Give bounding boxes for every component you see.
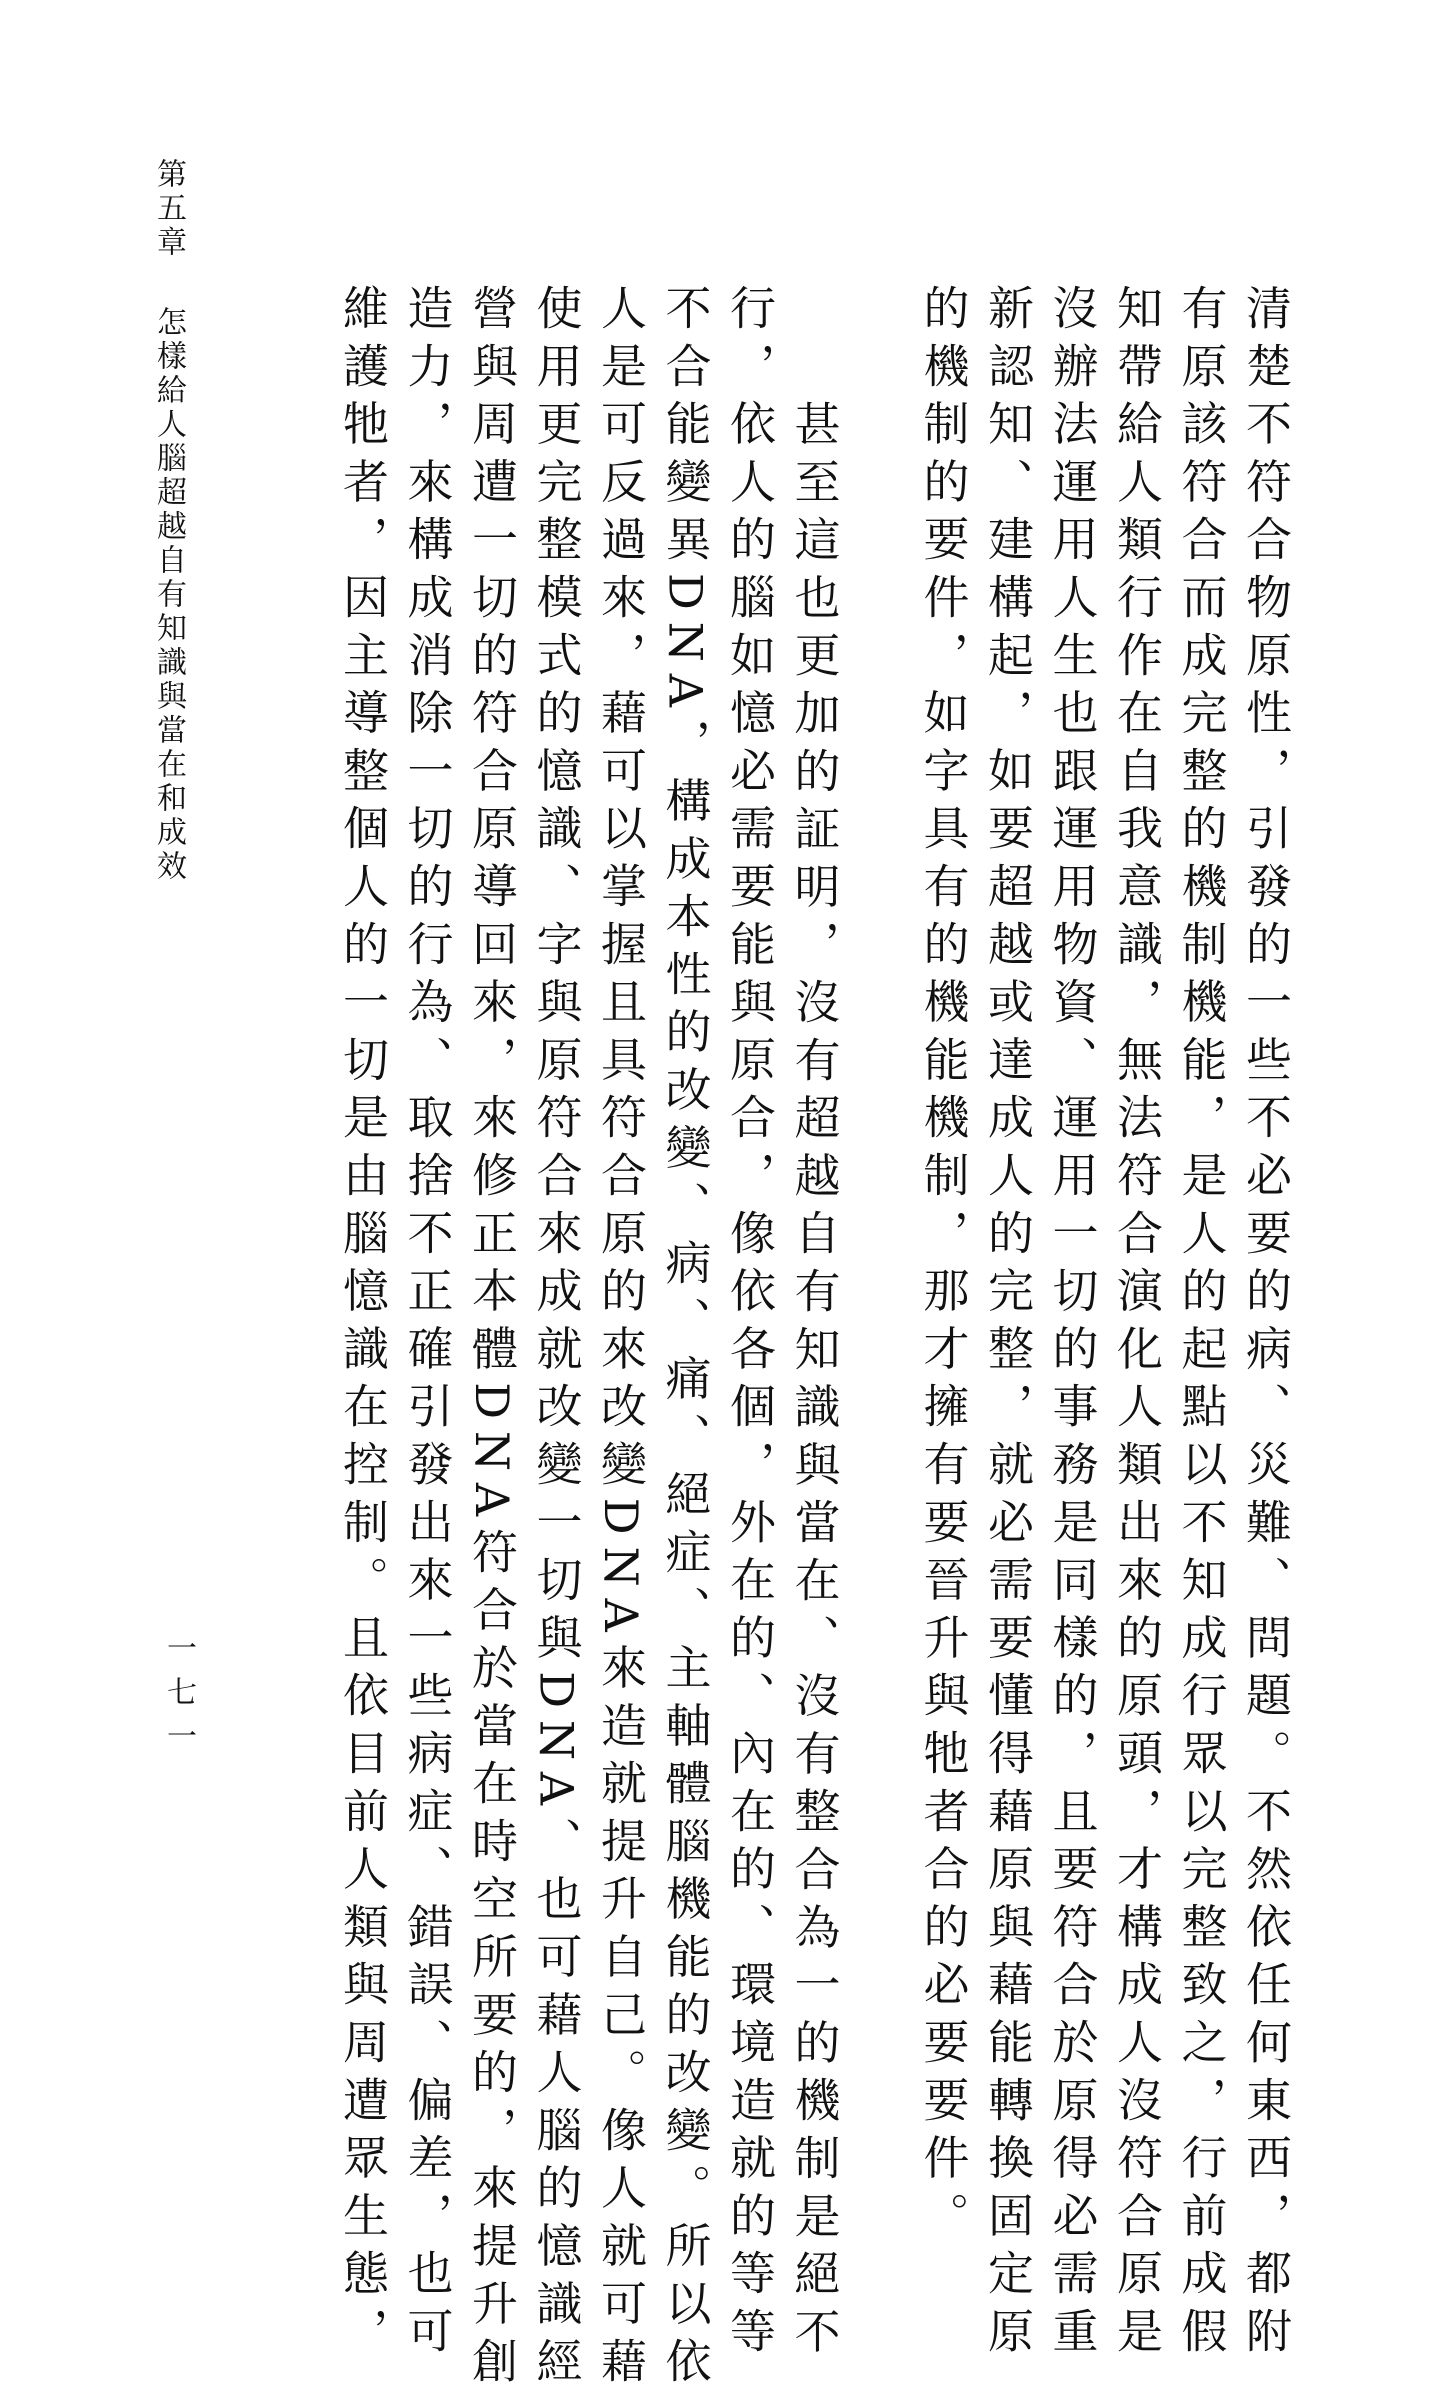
paragraph-2-line: 維護牠者，因主導整個人的一切是由腦憶識在控制。且依目前人類與周遭眾生態，	[336, 284, 390, 2365]
paragraph-2-line: 不合能變異DNA，構成本性的改變、病、痛、絕症、主軸體腦機能的改變。所以依	[658, 284, 713, 2395]
paragraph-1-line: 的機制的要件，如字具有的機能機制，那才擁有要晉升與牠者合的必要要件。	[916, 284, 971, 2250]
paragraph-2-line: 甚至這也更加的証明，沒有超越自有知識與當在、沒有整合為一的機制是絕不	[787, 400, 842, 2366]
paragraph-1-line: 清楚不符合物原性，引發的一些不必要的病、災難、問題。不然依任何東西，都附	[1239, 284, 1293, 2365]
paragraph-2-line: 行，依人的腦如憶必需要能與原合，像依各個，外在的、內在的、環境造就的等等	[723, 284, 777, 2365]
paragraph-1-line: 沒辦法運用人生也跟運用物資、運用一切的事務是同樣的，且要符合於原得必需重	[1045, 284, 1100, 2365]
running-head	[146, 158, 190, 884]
paragraph-1-line: 知帶給人類行作在自我意識，無法符合演化人類出來的原頭，才構成人沒符合原是	[1110, 284, 1164, 2365]
chapter-title: 怎樣給人腦超越自有知識與當在和成效	[151, 306, 186, 884]
paragraph-1-line: 新認知、建構起，如要超越或達成人的完整，就必需要懂得藉原與藉能轉換固定原	[981, 284, 1035, 2365]
paragraph-gap	[847, 284, 912, 1884]
paragraph-2-line: 使用更完整模式的憶識、字與原符合來成就改變一切與DNA、也可藉人腦的憶識經	[529, 284, 584, 2395]
paragraph-2-line: 營與周遭一切的符合原導回來，來修正本體DNA符合於當在時空所要的，來提升創	[465, 284, 519, 2395]
paragraph-2-line: 造力，來構成消除一切的行為、取捨不正確引發出來一些病症、錯誤、偏差，也可	[400, 284, 455, 2365]
page-number: 一七一	[161, 1632, 196, 1764]
paragraph-2-line: 人是可反過來，藉可以掌握且具符合原的來改變DNA來造就提升自己。像人就可藉	[594, 284, 648, 2395]
paragraph-1-line: 有原該符合而成完整的機制機能，是人的起點以不知成行眾以完整致之，行前成假	[1174, 284, 1229, 2365]
chapter-number: 第五章	[151, 158, 186, 260]
body-text	[331, 284, 1299, 2395]
